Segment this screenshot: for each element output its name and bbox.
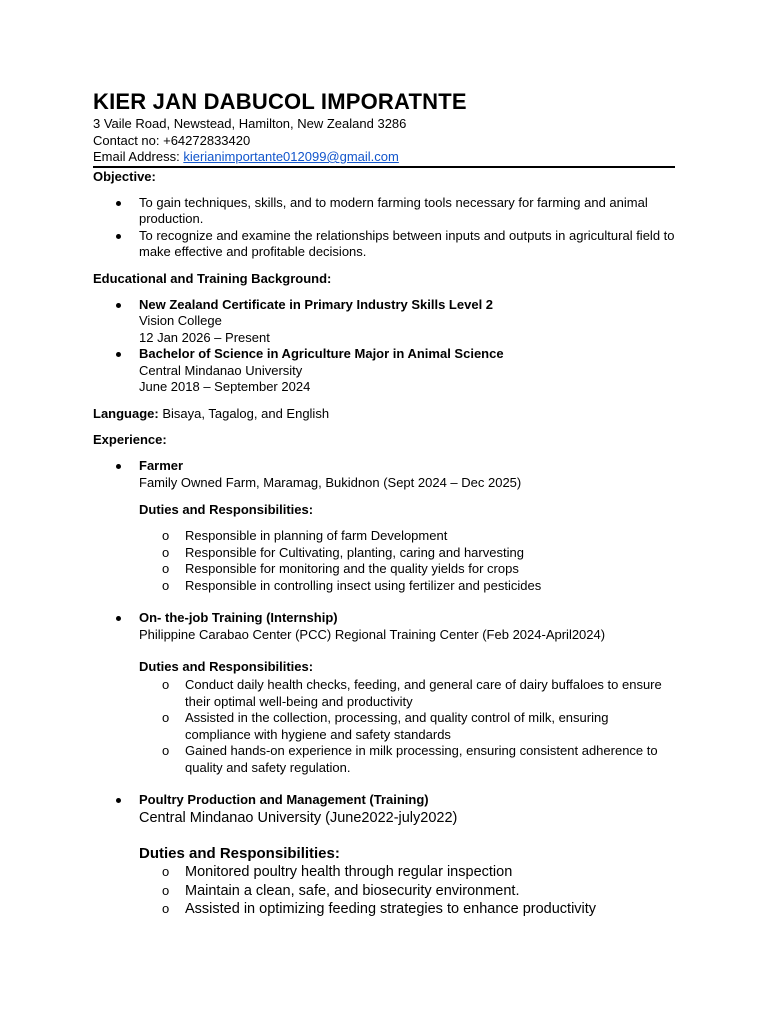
email-line <box>93 149 675 166</box>
language-label: Language: <box>93 405 159 421</box>
duty-item: o Responsible in planning of farm Development <box>139 528 675 545</box>
email-label: Email Address: <box>93 149 184 164</box>
experience-job <box>93 458 675 491</box>
header-divider <box>93 166 675 168</box>
job-entry <box>93 792 675 827</box>
education-item <box>93 346 675 396</box>
education-school: Vision College <box>139 313 222 328</box>
duty-item: o Responsible for monitoring and the quality yields for crops <box>139 561 675 578</box>
duties-list <box>93 528 675 594</box>
duty-item: o Conduct daily health checks, feeding, and general care of dairy buffaloes to ensure their optimal well-being and productivity <box>139 677 675 710</box>
education-title: New Zealand Certificate in Primary Industry Skills Level 2 <box>139 296 494 312</box>
job-entry <box>93 610 675 643</box>
applicant-name: KIER JAN DABUCOL IMPORATNTE <box>93 89 467 114</box>
duty-item: o Assisted in the collection, processing, and quality control of milk, ensuring compliance with hygiene and safety standards <box>139 710 675 743</box>
language-value: Bisaya, Tagalog, and English <box>158 405 330 421</box>
duty-item: o Gained hands-on experience in milk processing, ensuring consistent adherence to quality and safety regulation. <box>139 743 675 776</box>
contact-number: Contact no: +64272833420 <box>93 132 251 148</box>
duty-item: o Responsible in controlling insect using fertilizer and pesticides <box>139 578 675 595</box>
duties-heading: Duties and Responsibilities: <box>139 659 314 674</box>
duties-list <box>93 863 675 919</box>
education-list <box>93 297 675 396</box>
objective-heading: Objective: <box>93 168 156 184</box>
job-org: Family Owned Farm, Maramag, Bukidnon (Sept 2024 – Dec 2025) <box>139 474 522 490</box>
duty-item: o Assisted in optimizing feeding strategies to enhance productivity <box>139 900 675 919</box>
duties-list <box>93 677 675 776</box>
address: 3 Vaile Road, Newstead, Hamilton, New Zealand 3286 <box>93 116 407 131</box>
education-school: Central Mindanao University <box>139 362 303 378</box>
objective-item: To recognize and examine the relationships between inputs and outputs in agricultural field to make effective and profitable decisions. <box>93 228 675 261</box>
education-dates: June 2018 – September 2024 <box>139 379 311 394</box>
job-title: On- the-job Training (Internship) <box>139 610 338 625</box>
resume-page <box>93 88 675 919</box>
education-title: Bachelor of Science in Agriculture Major in Animal Science <box>139 346 504 361</box>
education-dates: 12 Jan 2026 – Present <box>139 329 270 345</box>
experience-job <box>93 610 675 643</box>
job-title: Farmer <box>139 458 184 473</box>
objective-item: To gain techniques, skills, and to modern farming tools necessary for farming and animal production. <box>93 195 675 228</box>
duties-heading: Duties and Responsibilities: <box>139 845 340 862</box>
objective-list <box>93 195 675 261</box>
language-line <box>93 406 675 423</box>
experience-heading: Experience: <box>93 432 167 447</box>
experience-job <box>93 792 675 827</box>
job-org: Philippine Carabao Center (PCC) Regional Training Center (Feb 2024-April2024) <box>139 626 606 642</box>
email-link[interactable]: kierianimportante012099@gmail.com <box>183 149 399 164</box>
education-heading: Educational and Training Background: <box>93 270 332 286</box>
duty-item: o Responsible for Cultivating, planting, caring and harvesting <box>139 545 675 562</box>
job-entry <box>93 458 675 491</box>
duty-item: o Monitored poultry health through regular inspection <box>139 863 675 882</box>
job-title: Poultry Production and Management (Training) <box>139 792 429 807</box>
duties-heading: Duties and Responsibilities: <box>139 502 314 517</box>
job-org: Central Mindanao University (June2022-july2022) <box>139 809 458 826</box>
duty-item: o Maintain a clean, safe, and biosecurity environment. <box>139 882 675 901</box>
education-item <box>93 297 675 347</box>
